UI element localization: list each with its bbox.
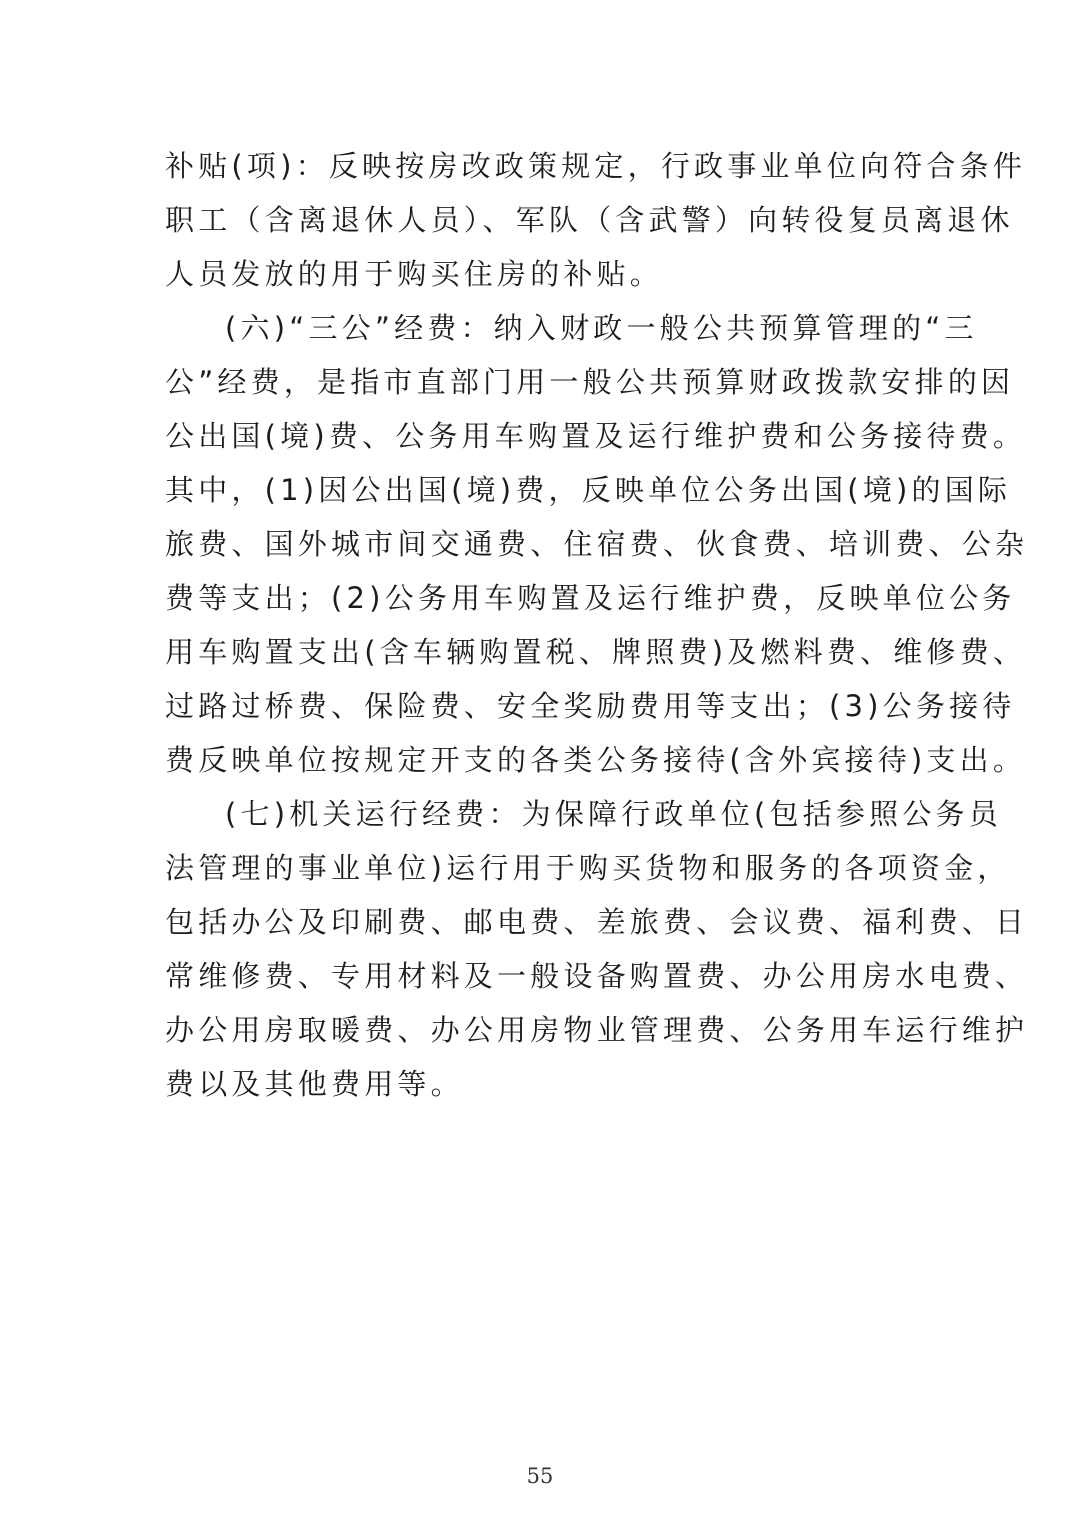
text-line-12: 费反映单位按规定开支的各类公务接待(含外宾接待)支出。 (165, 743, 1027, 777)
text-line-10: 用车购置支出(含车辆购置税、牌照费)及燃料费、维修费、 (165, 635, 1027, 669)
text-line-18: 费以及其他费用等。 (165, 1067, 464, 1101)
text-line-9: 费等支出；(2)公务用车购置及运行维护费，反映单位公务 (165, 581, 1016, 615)
text-line-11: 过路过桥费、保险费、安全奖励费用等支出；(3)公务接待 (165, 689, 1016, 723)
text-line-5: 公”经费，是指市直部门用一般公共预算财政拨款安排的因 (165, 365, 1015, 399)
text-line-15: 包括办公及印刷费、邮电费、差旅费、会议费、福利费、日 (165, 905, 1029, 939)
section-seven-heading-line: (七)机关运行经费：为保障行政单位(包括参照公务员 (225, 797, 1002, 831)
text-line-8: 旅费、国外城市间交通费、住宿费、伙食费、培训费、公杂 (165, 527, 1029, 561)
text-line-1: 补贴(项)：反映按房改政策规定，行政事业单位向符合条件 (165, 149, 1027, 183)
text-line-17: 办公用房取暖费、办公用房物业管理费、公务用车运行维护 (165, 1013, 1029, 1047)
text-line-2: 职工（含离退休人员）、军队（含武警）向转役复员离退休 (165, 203, 1014, 237)
page-number: 55 (526, 1464, 554, 1488)
section-six-heading-line: (六)“三公”经费：纳入财政一般公共预算管理的“三 (225, 311, 978, 345)
text-line-7: 其中，(1)因公出国(境)费，反映单位公务出国(境)的国际 (165, 473, 1012, 507)
text-line-3: 人员发放的用于购买住房的补贴。 (165, 257, 664, 291)
text-line-16: 常维修费、专用材料及一般设备购置费、办公用房水电费、 (165, 959, 1029, 993)
text-line-14: 法管理的事业单位)运行用于购买货物和服务的各项资金， (165, 851, 1011, 885)
text-line-6: 公出国(境)费、公务用车购置及运行维护费和公务接待费。 (165, 419, 1027, 453)
